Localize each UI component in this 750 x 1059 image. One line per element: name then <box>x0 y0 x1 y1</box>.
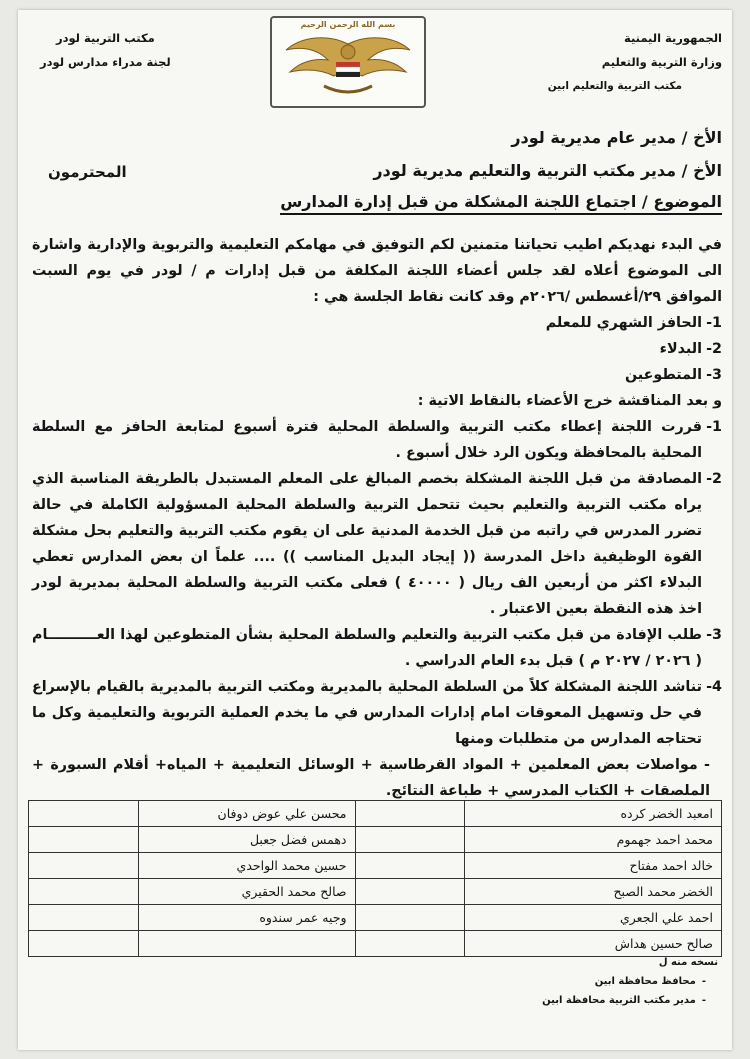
member-signature <box>355 827 465 853</box>
needs-list: - مواصلات بعض المعلمين + المواد القرطاسية + الوسائل التعليمية + المياه+ أقلام السبورة + الملصقات + الكتاب المدرسي + طباعة النتائج. <box>32 757 710 799</box>
member-signature <box>29 879 139 905</box>
member-name: احمد علي الجعري <box>465 905 722 931</box>
outcome-intro: و بعد المناقشة خرج الأعضاء بالنقاط الاتية : <box>417 393 722 409</box>
copy-recipient: - محافظ محافظة ابين <box>542 972 718 991</box>
table-row <box>29 827 722 853</box>
header-line-committee: لجنة مدراء مدارس لودر <box>40 55 171 69</box>
member-name: خالد احمد مفتاح <box>465 853 722 879</box>
agenda-item: 3- المتطوعين <box>624 367 722 383</box>
subject-line <box>280 192 722 211</box>
header-ministry <box>548 26 722 98</box>
member-signature <box>29 853 139 879</box>
member-name: امعبد الخضر كرده <box>465 801 722 827</box>
member-signature <box>355 801 465 827</box>
agenda-item: 1- الحافز الشهري للمعلم <box>545 315 722 331</box>
member-name: محسن علي عوض دوفان <box>138 801 355 827</box>
member-signature <box>355 905 465 931</box>
resolution-item: 3- طلب الإفادة من قبل مكتب التربية والتعليم والسلطة المحلية بشأن المتطوعين لهذا العــــــــــام ( ٢٠٢٦ / ٢٠٢٧ م ) قبل بدء العام الدراسي . <box>32 627 722 669</box>
member-name: صالح حسين هداش <box>465 931 722 957</box>
subject-text: الموضوع / اجتماع اللجنة المشكلة من قبل إدارة المدارس <box>280 192 722 215</box>
member-name: محمد احمد جهموم <box>465 827 722 853</box>
signatures-table <box>28 800 722 957</box>
header-line-ministry: وزارة التربية والتعليم <box>601 55 722 69</box>
agenda-item: 2- البدلاء <box>659 341 722 357</box>
member-name <box>138 931 355 957</box>
header-committee <box>40 26 171 74</box>
yemen-eagle-emblem-icon <box>270 16 426 108</box>
member-signature <box>29 827 139 853</box>
member-name: وجيه عمر سندوه <box>138 905 355 931</box>
member-name: حسين محمد الواحدي <box>138 853 355 879</box>
addressee-education-director: الأخ / مدير مكتب التربية والتعليم مديرية لودر <box>373 161 722 180</box>
table-row <box>29 853 722 879</box>
table-row <box>29 801 722 827</box>
copies-title: نسخه منه ل <box>658 957 718 968</box>
member-signature <box>355 931 465 957</box>
copies-list <box>542 953 718 1010</box>
member-signature <box>29 931 139 957</box>
member-signature <box>29 905 139 931</box>
header-line-lawdar-office: مكتب التربية لودر <box>55 31 155 45</box>
resolution-item: 2- المصادقة من قبل اللجنة المشكلة بخصم المبالغ على المعلم المستبدل بالطريقة المناسبة الذي يراه مكتب التربية والتعليم بحيث تتحمل التربية والسلطة المحلية المسؤولية الكاملة في حالة تضرر المدرس في راتبه من قبل الخدمة المدنية على ان يقوم مكتب التربية والتعليم بحل مشكلة القوة الوظيفية داخل المدرسة (( إيجاد البديل المناسب )) .... علماً ان بعض المدارس تعطي البدلاء اكثر من أربعين الف ريال ( ٤٠٠٠٠ ) فعلى مكتب التربية والسلطة المحلية بمديرية لودر اخذ هذه النقطة بعين الاعتبار . <box>32 471 722 617</box>
member-name: دهمس فضل جعبل <box>138 827 355 853</box>
table-row <box>29 905 722 931</box>
member-signature <box>355 879 465 905</box>
intro-paragraph: في البدء نهديكم اطيب تحياتنا متمنين لكم التوفيق في مهامكم التعليمية والتربوية والإدارية واشارة الى الموضوع أعلاه لقد جلس أعضاء اللجنة المكلفة من قبل إدارات م / لودر في يوم السبت الموافق ٢٩/أغسطس /٢٠٢٦م وقد كانت نقاط الجلسة هي : <box>32 237 722 305</box>
letter-body <box>32 232 722 804</box>
member-signature <box>29 801 139 827</box>
member-name: صالح محمد الحقيري <box>138 879 355 905</box>
respected-salutation: المحترمون <box>48 163 127 181</box>
copy-recipient: - مدير مكتب التربية محافظة ابين <box>542 991 718 1010</box>
table-row <box>29 879 722 905</box>
emblem-motto: بسم الله الرحمن الرحيم <box>300 20 396 29</box>
member-name: الخضر محمد الصبح <box>465 879 722 905</box>
letter-page <box>18 10 732 1050</box>
resolution-item: 1- قررت اللجنة إعطاء مكتب التربية والسلطة المحلية فترة أسبوع لمتابعة الحافز مع السلطة المحلية بالمحافظة ويكون الرد خلال أسبوع . <box>32 419 722 461</box>
header-line-office: مكتب التربية والتعليم ابين <box>547 80 682 92</box>
header-line-republic: الجمهورية اليمنية <box>623 31 722 45</box>
addressee-director-general: الأخ / مدير عام مديرية لودر <box>511 128 722 147</box>
resolution-item: 4- تناشد اللجنة المشكلة كلاً من السلطة المحلية بالمديرية ومكتب التربية بالمديرية بالقيام بالإسراع في حل وتسهيل المعوقات امام إدارات المدارس في ما يخدم العملية التربوية والتعليمية وكل ما تحتاجه المدارس من متطلبات ومنها <box>32 679 722 747</box>
member-signature <box>355 853 465 879</box>
